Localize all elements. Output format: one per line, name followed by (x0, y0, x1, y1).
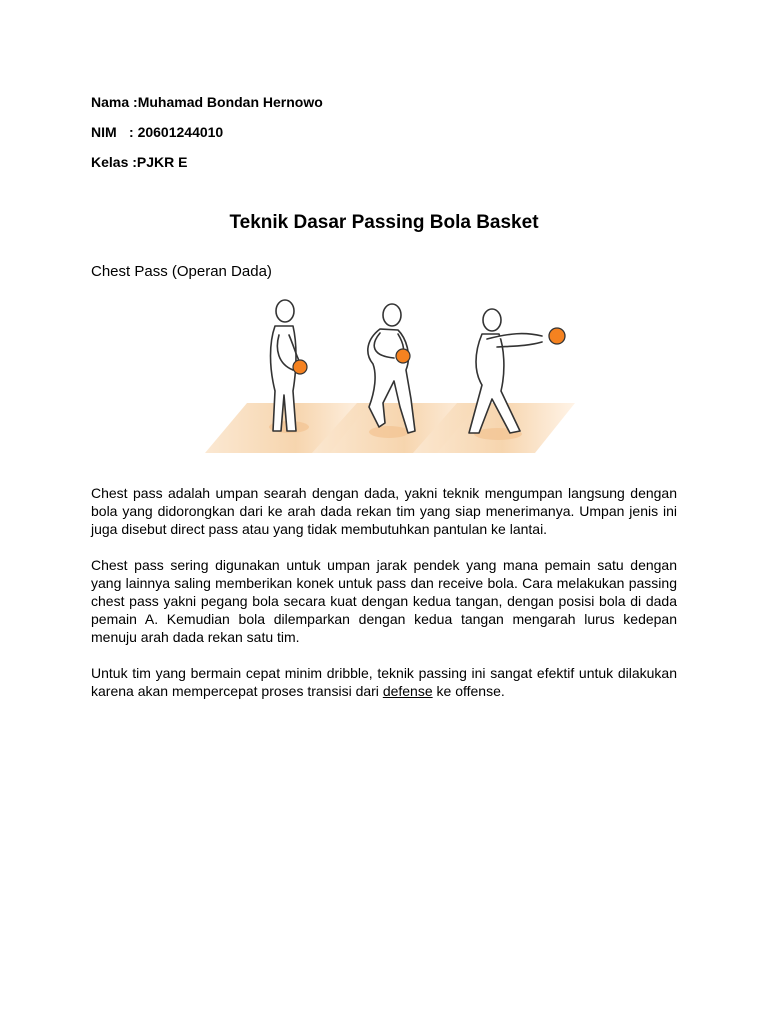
student-class-row (91, 153, 511, 183)
section-heading-chest-pass: Chest Pass (Operan Dada) (91, 263, 272, 280)
document-title: Teknik Dasar Passing Bola Basket (229, 212, 539, 233)
student-nim-row (91, 123, 511, 153)
student-nim-separator: : (129, 124, 138, 140)
paragraph-usage: Chest pass sering digunakan untuk umpan jarak pendek yang mana pemain satu dengan yang lainnya saling memberikan konek untuk pass dan receive bola. Cara melakukan passing chest pass yakni pegang bola secara kuat dengan kedua tangan, dengan posisi bola di dada pemain A. Kemudian bola dilemparkan dengan kedua tangan mengarah lurus kedepan menuju arah dada rekan satu tim. (91, 557, 677, 645)
paragraph-benefit-text-end: ke offense. (432, 683, 505, 699)
defense-link[interactable]: defense (382, 683, 433, 699)
paragraph-benefit (91, 664, 677, 700)
basketball-chest-pass-icon (195, 295, 575, 461)
ball-one (293, 360, 307, 374)
paragraph-definition: Chest pass adalah umpan searah dengan dada, yakni teknik mengumpan langsung dengan bola yang didorongkan dari ke arah dada rekan tim yang siap menerimanya. Umpan jenis ini juga disebut direct pass atau yang tidak membutuhkan pantulan ke lantai. (91, 485, 677, 537)
student-class-value: PJKR E (136, 154, 188, 170)
student-class-label: Kelas : (91, 154, 137, 170)
student-name-label: Nama : (91, 94, 138, 110)
ball-two (396, 349, 410, 363)
student-nim-label: NIM (91, 124, 117, 140)
paragraph-benefit-text-start: Untuk tim yang bermain cepat minim dribble, teknik passing ini sangat efektif untuk dilakukan karena akan mempercepat proses transisi dari (91, 665, 677, 699)
student-name-value: Muhamad Bondan Hernowo (137, 94, 323, 110)
article-body (91, 484, 677, 718)
student-identity-block (91, 93, 511, 183)
student-name-row (91, 93, 511, 123)
student-nim-value: 20601244010 (137, 124, 224, 140)
ball-three (549, 328, 565, 344)
